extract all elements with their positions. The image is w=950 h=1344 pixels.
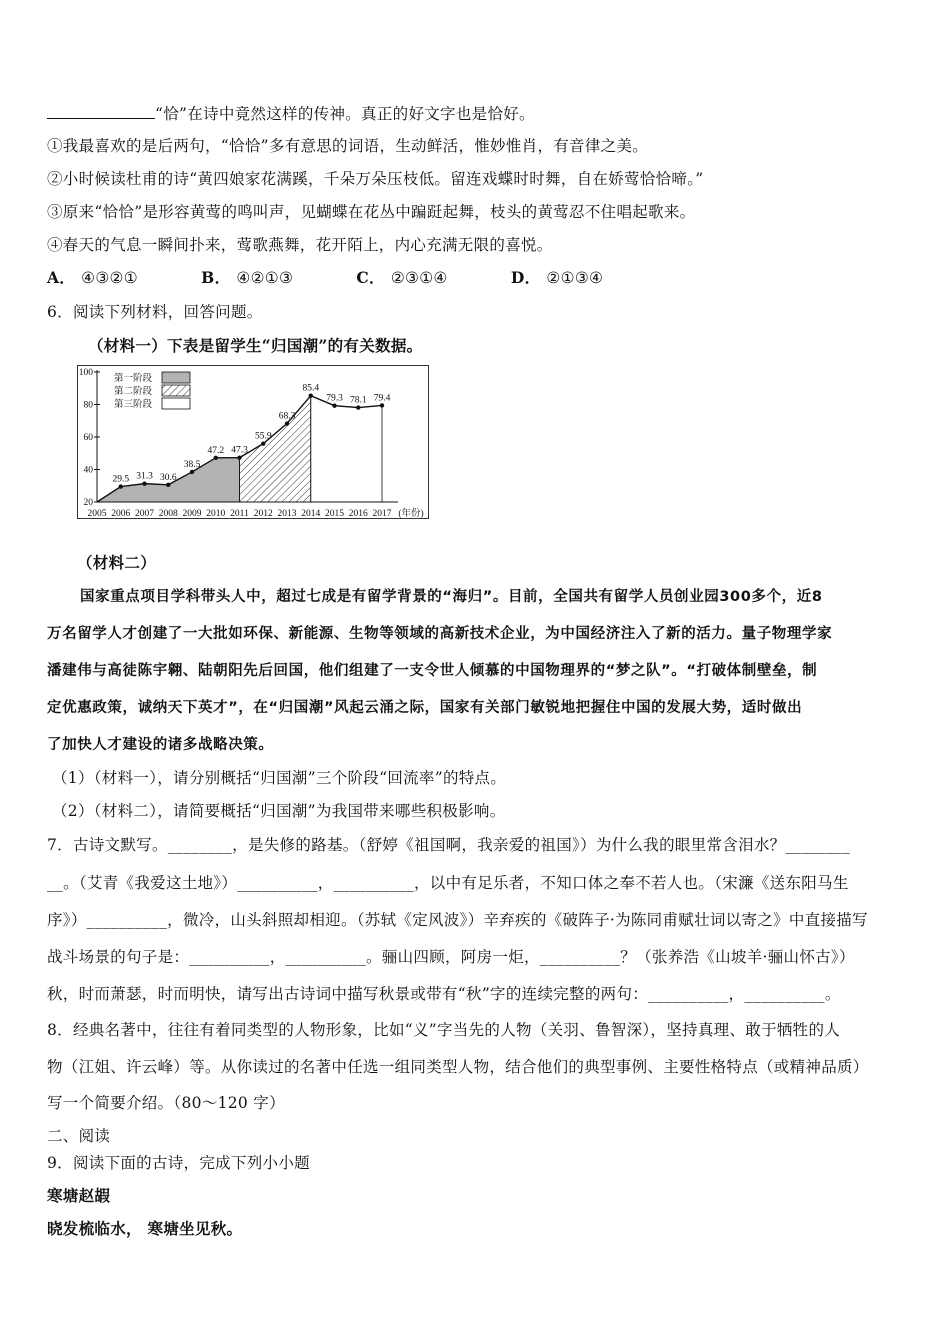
q5-option-2: ②小时候读杜甫的诗“黄四娘家花满蹊，千朵万朵压枝低。留连戏蝶时时舞，自在娇莺恰恰啼。” (47, 170, 704, 188)
data-label-2007: 31.3 (136, 471, 153, 482)
q5-option-3: ③原来“恰恰”是形容黄莺的鸣叫声，见蝴蝶在花丛中蹁跹起舞，枝头的黄莺忍不住唱起歌来。 (47, 203, 696, 221)
data-label-2014: 85.4 (302, 383, 320, 394)
legend-swatch-1 (162, 372, 190, 383)
data-point-2015 (332, 403, 336, 407)
q7-line-5: 秋，时而萧瑟，时而明快，请写出古诗词中描写秋景或带有“秋”字的连续完整的两句：__________，__________。 (47, 985, 841, 1003)
data-point-2016 (356, 405, 360, 409)
x-tick-label-2013: 2013 (277, 509, 297, 518)
return-rate-chart (77, 365, 429, 519)
legend-label-1: 第一阶段 (114, 374, 153, 384)
data-point-2011 (237, 455, 241, 459)
material-1-caption: （材料一）下表是留学生“归国潮”的有关数据。 (88, 336, 423, 355)
q8-line-3: 写一个简要介绍。（80～120 字） (47, 1094, 285, 1112)
q6-sub-1: （1）（材料一），请分别概括“归国潮”三个阶段“回流率”的特点。 (52, 769, 507, 787)
material-2-para-3: 潘建伟与高徒陈宇翱、陆朝阳先后回国，他们组建了一支令世人倾慕的中国物理界的“梦之队”。“打破体制壁垒，制 (47, 663, 818, 679)
data-label-2009: 38.5 (183, 459, 201, 470)
data-label-2016: 78.1 (349, 395, 367, 406)
material-2-para-4: 定优惠政策，诚纳天下英才”，在“归国潮”风起云涌之际，国家有关部门敏锐地把握住中国的发展大势，适时做出 (47, 700, 803, 716)
y-tick-label-80: 80 (83, 400, 93, 411)
x-tick-label-2012: 2012 (253, 509, 273, 518)
material-2-para-1: 国家重点项目学科带头人中，超过七成是有留学背景的“海归”。目前，全国共有留学人员创业园300多个，近8 (80, 589, 823, 605)
material-2-para-5: 了加快人才建设的诸多战略决策。 (47, 737, 274, 753)
x-tick-label-2014: 2014 (301, 509, 321, 518)
y-tick-label-20: 20 (83, 498, 93, 508)
data-point-2008 (166, 483, 170, 487)
material-2-para-2: 万名留学人才创建了一大批如环保、新能源、生物等领域的高新技术企业，为中国经济注入了新的活力。量子物理学家 (47, 626, 833, 642)
q9-title: 9．阅读下面的古诗，完成下列小小题 (47, 1154, 310, 1172)
x-tick-label-2006: 2006 (111, 509, 131, 518)
x-tick-label-2015: 2015 (325, 509, 344, 518)
data-label-2017: 79.4 (373, 393, 391, 404)
y-tick-label-60: 60 (83, 433, 93, 443)
x-tick-label-2016: 2016 (348, 509, 368, 518)
data-point-2014 (309, 394, 313, 398)
x-tick-label-2011: 2011 (230, 509, 249, 518)
data-label-2010: 47.2 (207, 445, 225, 456)
legend-label-3: 第三阶段 (114, 400, 153, 410)
poem-line-1: 晓发梳临水， 寒塘坐见秋。 (47, 1219, 243, 1238)
data-label-2008: 30.6 (159, 472, 177, 483)
q8-line-1: 8．经典名著中，往往有着同类型的人物形象，比如“义”字当先的人物（关羽、鲁智深），坚持真理、敢于牺牲的人 (47, 1021, 841, 1039)
choice-b[interactable]: B． ④②①③ (201, 268, 294, 287)
data-label-2015: 79.3 (326, 393, 343, 404)
data-label-2013: 68.3 (278, 411, 296, 422)
q7-line-4: 战斗场景的句子是：__________，__________。骊山四顾，阿房一炬，__________？（张养浩《山坡羊·骊山怀古》） (47, 948, 855, 966)
answer-blank[interactable] (47, 104, 155, 119)
section-2-heading: 二、阅读 (47, 1127, 111, 1145)
q5-option-4: ④春天的气息一瞬间扑来，莺歌燕舞，花开陌上，内心充满无限的喜悦。 (47, 236, 553, 254)
y-tick-label-100: 100 (78, 368, 93, 378)
data-point-2010 (214, 456, 218, 460)
data-point-2007 (142, 481, 146, 485)
choice-c[interactable]: C． ②③①④ (356, 268, 448, 287)
legend-label-2: 第二阶段 (114, 387, 153, 397)
data-point-2006 (119, 484, 123, 488)
data-label-2012: 55.9 (254, 431, 272, 442)
x-tick-label-2010: 2010 (206, 509, 226, 518)
data-point-2013 (285, 421, 289, 425)
x-tick-label-2005: 2005 (87, 509, 107, 518)
choice-a[interactable]: A． ④③②① (47, 268, 138, 287)
stage-area-2 (240, 396, 311, 502)
data-label-2006: 29.5 (112, 474, 130, 485)
q7-line-1: 7．古诗文默写。________，是失修的路基。（舒婷《祖国啊，我亲爱的祖国》）为什么我的眼里常含泪水？________ (47, 836, 850, 854)
x-tick-label-2009: 2009 (182, 509, 202, 518)
x-tick-label-2007: 2007 (135, 509, 154, 518)
y-tick-label-40: 40 (83, 465, 93, 476)
data-label-2011: 47.3 (231, 445, 248, 456)
q6-sub-2: （2）（材料二），请简要概括“归国潮”为我国带来哪些积极影响。 (52, 802, 506, 820)
chart-svg (78, 366, 428, 518)
q7-line-2: __。（艾青《我爱这土地》）__________，__________，以中有足乐者，不知口体之奉不若人也。（宋濂《送东阳马生 (47, 874, 849, 892)
data-point-2017 (380, 403, 384, 407)
legend-swatch-2 (162, 385, 190, 396)
poem-title: 寒塘赵嘏 (47, 1186, 111, 1205)
data-point-2009 (190, 470, 194, 474)
q8-line-2: 物（江姐、许云峰）等。从你读过的名著中任选一组同类型人物，结合他们的典型事例、主要性格特点（或精神品质） (47, 1058, 869, 1076)
q5-choices (47, 268, 661, 288)
choice-d[interactable]: D． ②①③④ (510, 268, 604, 287)
material-2-title: （材料二） (77, 553, 157, 572)
x-axis-unit: (年份) (398, 509, 424, 518)
legend-swatch-3 (162, 398, 190, 409)
q6-title: 6．阅读下列材料，回答问题。 (47, 303, 263, 321)
x-tick-label-2008: 2008 (158, 509, 178, 518)
x-tick-label-2017: 2017 (372, 509, 392, 518)
q5-line-blank: “恰”在诗中竟然这样的传神。真正的好文字也是恰好。 (47, 104, 535, 124)
q7-line-3: 序》）__________，微冷，山头斜照却相迎。（苏轼《定风波》）辛弃疾的《破阵子·为陈同甫赋壮词以寄之》中直接描写 (47, 911, 868, 929)
q5-option-1: ①我最喜欢的是后两句，“恰恰”多有意思的词语，生动鲜活，惟妙惟肖，有音律之美。 (47, 137, 649, 155)
data-point-2012 (261, 441, 265, 445)
